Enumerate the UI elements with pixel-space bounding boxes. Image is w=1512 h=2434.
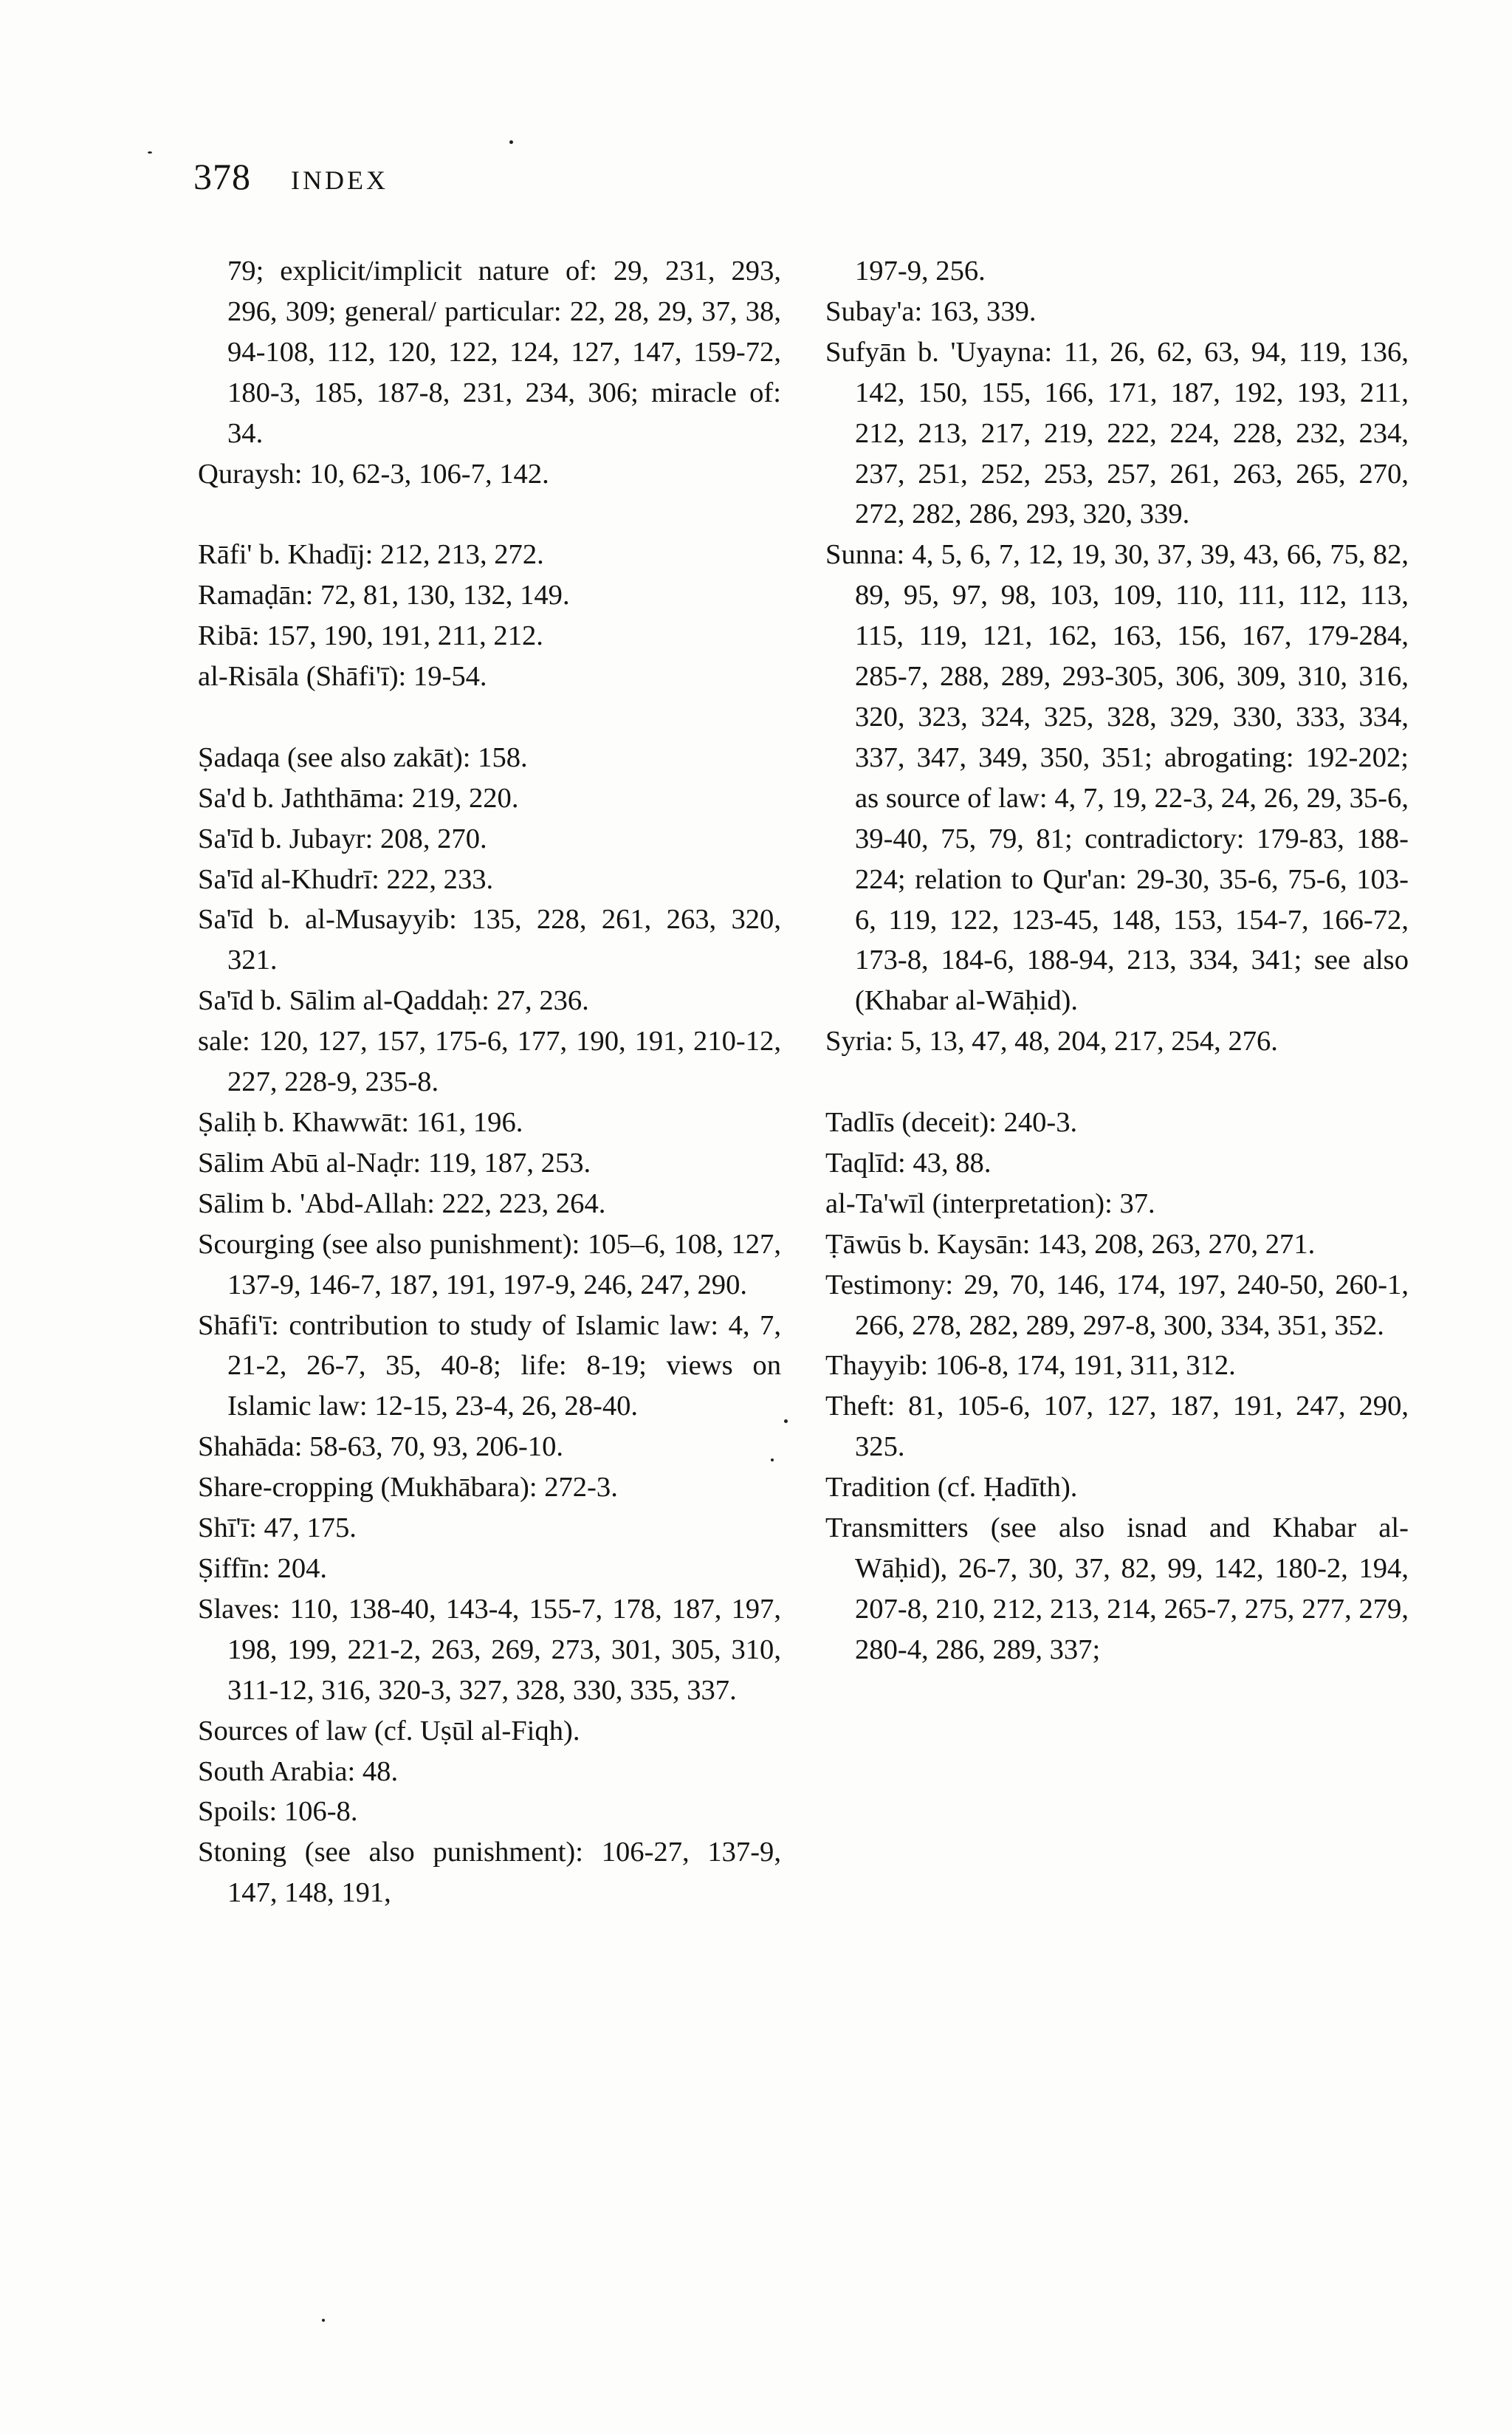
index-entry: Ṣadaqa (see also zakāt): 158.	[198, 741, 528, 773]
index-entry: Syria: 5, 13, 47, 48, 204, 217, 254, 276.	[825, 1026, 1278, 1057]
index-entry: Share-cropping (Mukhābara): 272-3.	[198, 1472, 618, 1504]
entry-spacer	[198, 494, 781, 535]
index-column-left	[198, 251, 781, 1913]
index-entry: Sālim b. 'Abd-Allah: 222, 223, 264.	[198, 1187, 606, 1219]
index-entry: Slaves: 110, 138-40, 143-4, 155-7, 178, 187, 197, 198, 199, 221-2, 263, 269, 273, 301, 305, 310, 311-12, 316, 320-3, 327, 328, 330, 335, 337.	[198, 1593, 781, 1706]
index-entry: Tadlīs (deceit): 240-3.	[825, 1107, 1078, 1139]
scan-speck	[771, 1458, 774, 1461]
index-entry: Quraysh: 10, 62-3, 106-7, 142.	[198, 458, 549, 490]
index-entry: Sunna: 4, 5, 6, 7, 12, 19, 30, 37, 39, 43, 66, 75, 82, 89, 95, 97, 98, 103, 109, 110, 111, 112, 113, 115, 119, 121, 162, 163, 156, 167, 179-284, 285-7, 288, 289, 293-305, 306, 309, 310, 316, 320, 323, 324, 325, 328, 329, 330, 333, 334, 337, 347, 349, 350, 351; abrogating: 192-202; as source of law: 4, 7, 19, 22-3, 24, 26, 29, 35-6, 39-40, 75, 79, 81; contradictory: 179-83, 188-224; relation to Qur'an: 29-30, 35-6, 75-6, 103-6, 119, 122, 123-45, 148, 153, 154-7, 166-72, 173-8, 184-6, 188-94, 213, 334, 341; see also (Khabar al-Wāḥid).	[825, 539, 1409, 1017]
index-entry: Ramaḍān: 72, 81, 130, 132, 149.	[198, 580, 570, 611]
index-entry: Shī'ī: 47, 175.	[198, 1512, 357, 1544]
index-entry: al-Risāla (Shāfi'ī): 19-54.	[198, 661, 487, 693]
index-entry: Ṭāwūs b. Kaysān: 143, 208, 263, 270, 271.	[825, 1228, 1316, 1260]
page-header	[193, 155, 388, 214]
scan-speck	[322, 2319, 325, 2322]
index-entry: Stoning (see also punishment): 106-27, 137-9, 147, 148, 191,	[198, 1837, 781, 1909]
index-entry: Testimony: 29, 70, 146, 174, 197, 240-50, 260-1, 266, 278, 282, 289, 297-8, 300, 334, 351, 352.	[825, 1269, 1409, 1341]
running-head: INDEX	[291, 165, 388, 195]
index-entry: Sa'd b. Jaththāma: 219, 220.	[198, 782, 519, 814]
index-entry: Scourging (see also punishment): 105–6, 108, 127, 137-9, 146-7, 187, 191, 197-9, 246, 247, 290.	[198, 1228, 781, 1300]
index-entry: Sa'īd b. al-Musayyib: 135, 228, 261, 263, 320, 321.	[198, 904, 781, 976]
index-entry: 197-9, 256.	[855, 256, 986, 287]
scan-speck	[148, 151, 152, 154]
index-entry: Shāfi'ī: contribution to study of Islamic law: 4, 7, 21-2, 26-7, 35, 40-8; life: 8-19; views on Islamic law: 12-15, 23-4, 26, 28-40.	[198, 1309, 781, 1422]
index-entry: Shahāda: 58-63, 70, 93, 206-10.	[198, 1431, 564, 1463]
index-entry: Ribā: 157, 190, 191, 211, 212.	[198, 620, 543, 652]
index-entry: sale: 120, 127, 157, 175-6, 177, 190, 191, 210-12, 227, 228-9, 235-8.	[198, 1026, 781, 1098]
index-entry: Theft: 81, 105-6, 107, 127, 187, 191, 247, 290, 325.	[825, 1391, 1409, 1463]
entry-spacer	[825, 1062, 1409, 1103]
index-entry: Sources of law (cf. Uṣūl al-Fiqh).	[198, 1715, 580, 1746]
page-number: 378	[193, 156, 251, 197]
index-entry: Ṣiffīn: 204.	[198, 1552, 328, 1584]
index-entry: Spoils: 106-8.	[198, 1796, 358, 1828]
index-entry: Sufyān b. 'Uyayna: 11, 26, 62, 63, 94, 119, 136, 142, 150, 155, 166, 171, 187, 192, 193, 211, 212, 213, 217, 219, 222, 224, 228, 232, 234, 237, 251, 252, 253, 257, 261, 263, 265, 270, 272, 282, 286, 293, 320, 339.	[825, 336, 1409, 530]
index-entry: Transmitters (see also isnad and Khabar al-Wāḥid), 26-7, 30, 37, 82, 99, 142, 180-2, 194, 207-8, 210, 212, 213, 214, 265-7, 275, 277, 279, 280-4, 286, 289, 337;	[825, 1512, 1409, 1665]
scan-speck	[509, 140, 513, 144]
index-entry: Sālim Abū al-Naḍr: 119, 187, 253.	[198, 1147, 591, 1179]
scan-speck	[784, 1419, 788, 1423]
index-entry: Sa'īd al-Khudrī: 222, 233.	[198, 863, 494, 895]
entry-spacer	[198, 697, 781, 738]
index-entry: Taqlīd: 43, 88.	[825, 1147, 992, 1179]
index-entry: Tradition (cf. Ḥadīth).	[825, 1472, 1078, 1504]
index-entry: Thayyib: 106-8, 174, 191, 311, 312.	[825, 1350, 1236, 1382]
index-entry: Ṣaliḥ b. Khawwāt: 161, 196.	[198, 1107, 523, 1138]
index-entry: Sa'īd b. Jubayr: 208, 270.	[198, 823, 487, 854]
index-entry: al-Ta'wīl (interpretation): 37.	[825, 1187, 1155, 1219]
index-entry: Subay'a: 163, 339.	[825, 295, 1037, 327]
index-entry: South Arabia: 48.	[198, 1755, 399, 1787]
index-entry: Rāfi' b. Khadīj: 212, 213, 272.	[198, 539, 544, 571]
index-entry: Sa'īd b. Sālim al-Qaddaḥ: 27, 236.	[198, 985, 589, 1017]
index-column-right	[825, 251, 1409, 1670]
index-entry: 79; explicit/implicit nature of: 29, 231, 293, 296, 309; general/ particular: 22, 28, 29, 37, 38, 94-108, 112, 120, 122, 124, 127, 147, 159-72, 180-3, 185, 187-8, 231, 234, 306; miracle of: 34.	[227, 256, 781, 449]
